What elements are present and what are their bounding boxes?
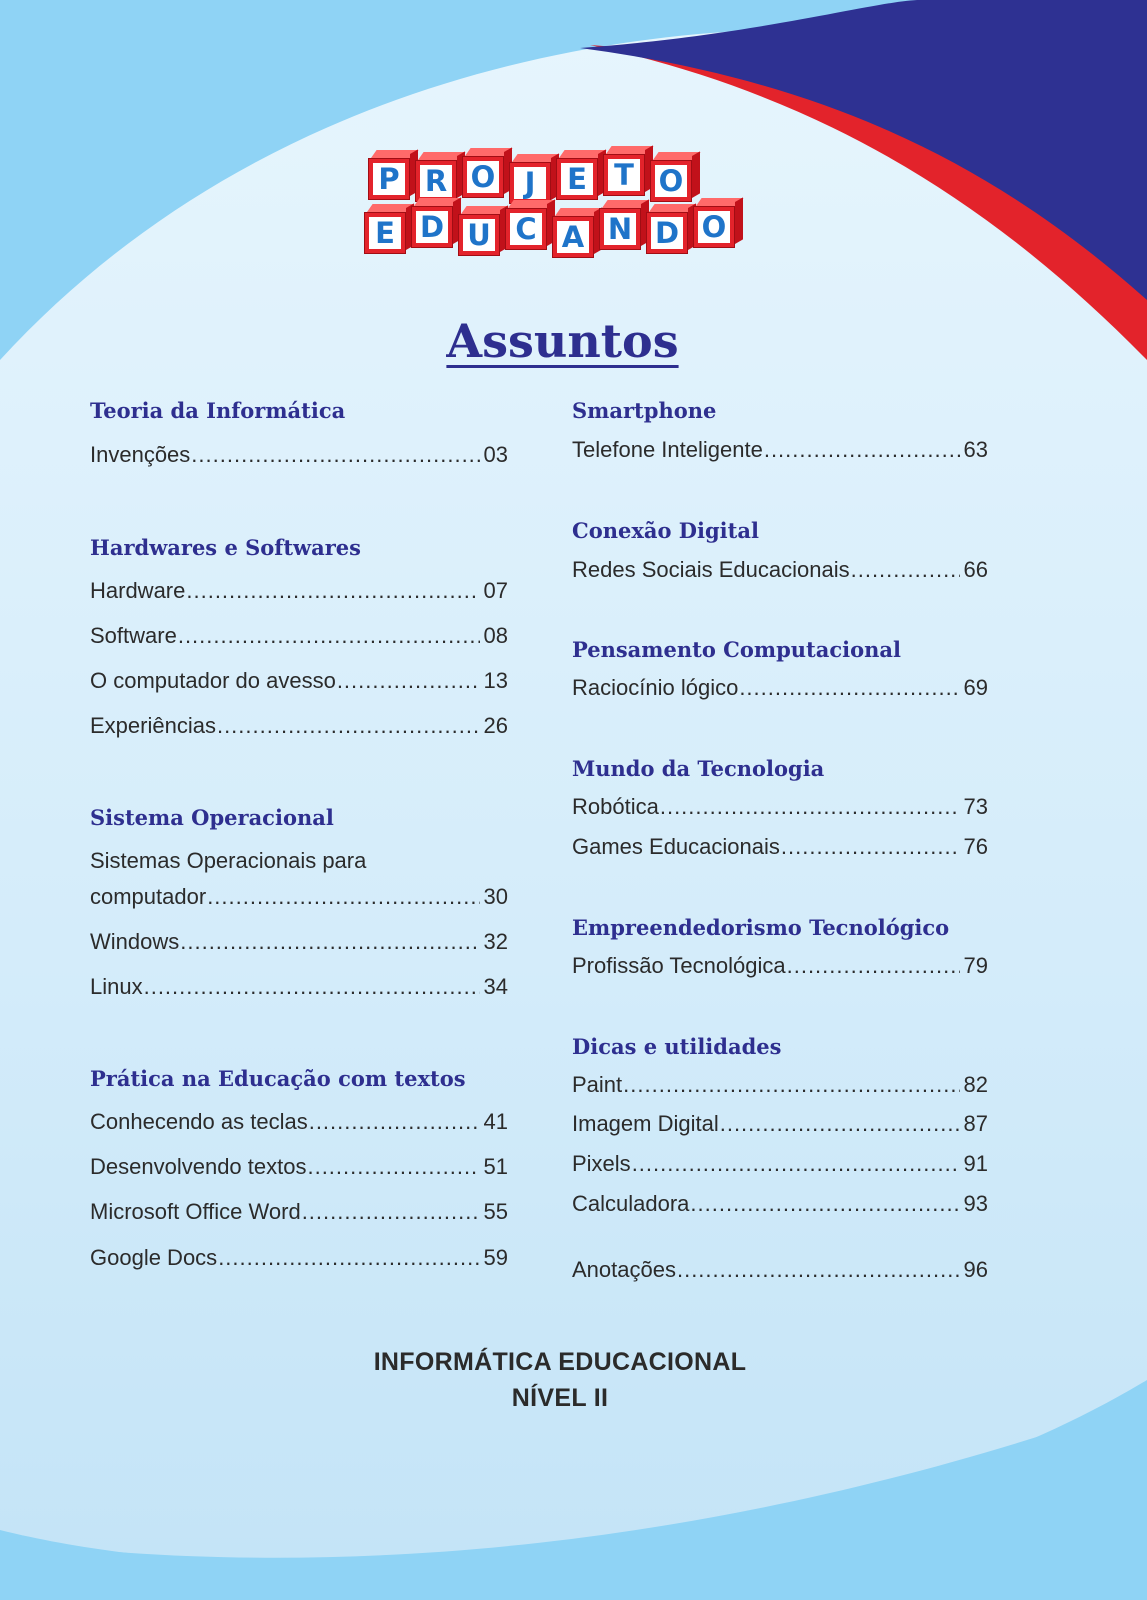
section-heading: Dicas e utilidades [572,1034,782,1059]
dot-leader [180,929,479,955]
toc-page-number: 13 [483,668,508,693]
toc-page-number: 93 [963,1191,988,1216]
toc-entry [90,974,508,1004]
toc-entry-label: Profissão Tecnológica [572,953,786,978]
logo-letter-block: C [505,208,547,250]
toc-entry-label: Invenções [90,442,191,467]
dot-leader [764,437,960,463]
toc-entry-label: O computador do avesso [90,668,336,693]
toc-entry [572,1257,988,1287]
toc-page-number: 30 [483,884,508,909]
toc-entry [572,834,988,864]
toc-entry-label: Hardware [90,578,186,603]
toc-entry [572,1191,988,1221]
toc-page-number: 91 [963,1151,988,1176]
logo-letter-block: A [552,216,594,258]
toc-page-number: 73 [963,794,988,819]
dot-leader [144,974,480,1000]
toc-page-number: 08 [483,623,508,648]
logo-letter-block: J [509,162,551,204]
toc-page-number: 32 [483,929,508,954]
toc-entry [572,794,988,824]
dot-leader [739,675,959,701]
logo-letter-block: N [599,208,641,250]
toc-entry-label: Pixels [572,1151,631,1176]
toc-entry [90,442,508,472]
toc-entry [572,1072,988,1102]
logo-letter-block: O [693,206,735,248]
toc-entry-label: Imagem Digital [572,1111,719,1136]
section-heading: Prática na Educação com textos [90,1066,466,1091]
toc-page-number: 55 [483,1199,508,1224]
toc-entry-label: Experiências [90,713,216,738]
toc-entry [572,557,988,587]
toc-page-number: 82 [963,1072,988,1097]
toc-page-number: 66 [963,557,988,582]
dot-leader [660,794,960,820]
footer-line-2: NÍVEL II [511,1384,609,1412]
toc-entry [572,1151,988,1181]
toc-entry-label: Linux [90,974,143,999]
toc-entry-label: Calculadora [572,1191,690,1216]
logo-letter-block: R [415,160,457,202]
toc-page-number: 34 [483,974,508,999]
logo-letter-block: O [462,156,504,198]
dot-leader [677,1257,960,1283]
toc-entry-label: Desenvolvendo textos [90,1154,307,1179]
toc-entry [572,675,988,705]
section-heading: Smartphone [572,398,717,423]
toc-page-number: 69 [963,675,988,700]
toc-page-number: 76 [963,834,988,859]
toc-entry-label: Google Docs [90,1245,218,1270]
toc-page-number: 79 [963,953,988,978]
toc-page-number: 51 [483,1154,508,1179]
page-title: Assuntos [446,314,679,368]
toc-entry [90,623,508,653]
dot-leader [307,1154,479,1180]
toc-page-number: 07 [483,578,508,603]
toc-entry-label: Redes Sociais Educacionais [572,557,850,582]
logo-letter-block: P [368,158,410,200]
section-heading: Teoria da Informática [90,398,346,423]
section-heading: Pensamento Computacional [572,637,901,662]
footer-line-1: INFORMÁTICA EDUCACIONAL [373,1348,747,1376]
dot-leader [309,1109,480,1135]
dot-leader [302,1199,480,1225]
toc-entry [90,884,508,914]
toc-entry [90,1245,508,1275]
toc-entry-label: Games Educacionais [572,834,780,859]
section-heading: Conexão Digital [572,518,759,543]
toc-page-number: 03 [483,442,508,467]
dot-leader [218,1245,479,1271]
toc-entry-label: Raciocínio lógico [572,675,739,700]
toc-page-number: 96 [963,1257,988,1282]
toc-entry [90,929,508,959]
dot-leader [337,668,480,694]
dot-leader [787,953,960,979]
section-heading: Empreendedorismo Tecnológico [572,915,950,940]
dot-leader [781,834,960,860]
dot-leader [186,578,479,604]
section-heading: Hardwares e Softwares [90,535,361,560]
logo-letter-block: U [458,214,500,256]
toc-entry-label: computador [90,884,207,909]
dot-leader [720,1111,960,1137]
dot-leader [217,713,480,739]
toc-entry [572,1111,988,1141]
toc-page-number: 41 [483,1109,508,1134]
dot-leader [632,1151,960,1177]
logo-letter-block: E [364,212,406,254]
toc-entry [90,713,508,743]
logo-letter-block: D [411,206,453,248]
toc-entry [90,578,508,608]
toc-entry-label: Windows [90,929,180,954]
toc-entry-label: Anotações [572,1257,676,1282]
toc-entry-label: Telefone Inteligente [572,437,763,462]
section-heading: Mundo da Tecnologia [572,756,825,781]
toc-page-number: 26 [483,713,508,738]
toc-page-number: 63 [963,437,988,462]
toc-entry-label: Microsoft Office Word [90,1199,301,1224]
section-heading: Sistema Operacional [90,805,334,830]
dot-leader [690,1191,959,1217]
toc-entry-label: Paint [572,1072,623,1097]
toc-page-number: 87 [963,1111,988,1136]
toc-entry-label: Conhecendo as teclas [90,1109,308,1134]
logo-letter-block: D [646,212,688,254]
toc-entry [90,668,508,698]
toc-entry [572,953,988,983]
dot-leader [851,557,960,583]
dot-leader [191,442,479,468]
toc-entry-label-first-line: Sistemas Operacionais para [90,848,367,873]
logo-letter-block: E [556,158,598,200]
toc-entry-label: Robótica [572,794,659,819]
toc-page-number: 59 [483,1245,508,1270]
logo-letter-block: O [650,160,692,202]
logo-letter-block: T [603,154,645,196]
toc-entry [90,1154,508,1184]
toc-entry-label: Software [90,623,177,648]
toc-entry [90,1199,508,1229]
toc-entry [90,1109,508,1139]
toc-entry [572,437,988,467]
dot-leader [178,623,480,649]
dot-leader [623,1072,959,1098]
dot-leader [207,884,479,910]
